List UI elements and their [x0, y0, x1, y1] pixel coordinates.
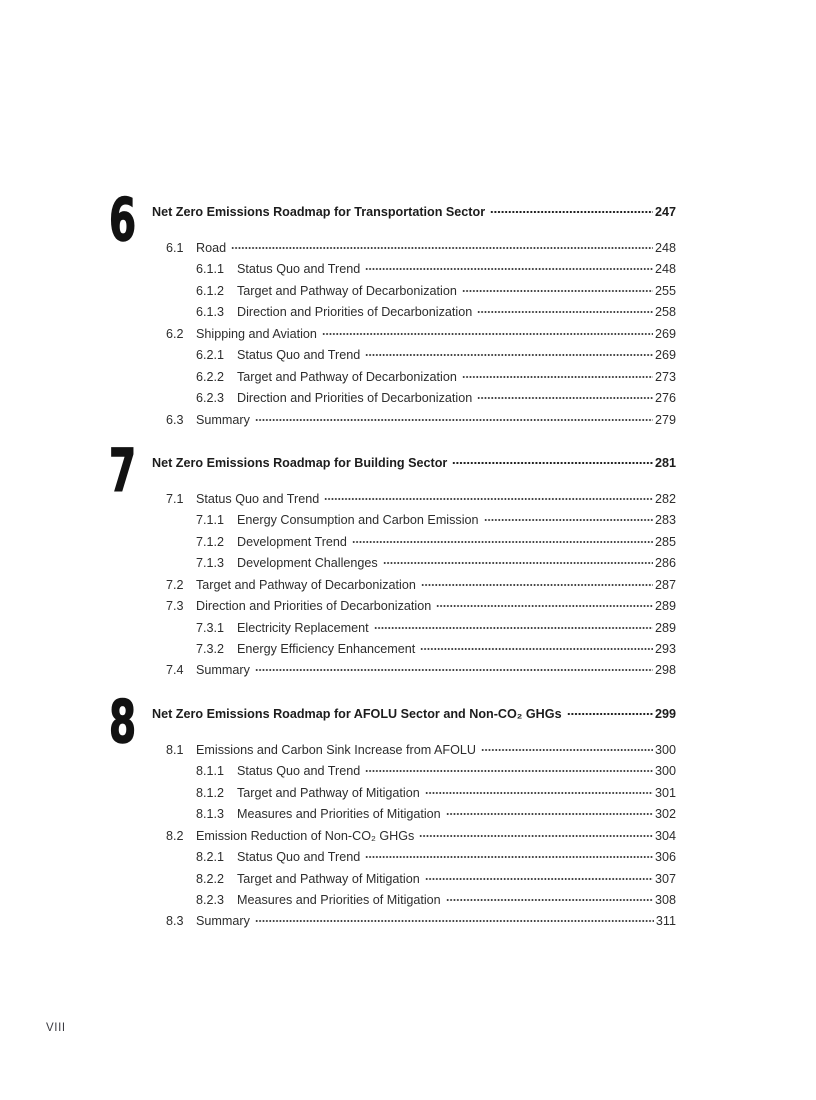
entry-number: 8.2.2 — [196, 871, 225, 886]
chapter-title: Net Zero Emissions Roadmap for Building Sector — [152, 455, 448, 470]
entry-number: 6.3 — [166, 412, 184, 427]
dot-leader — [425, 789, 653, 797]
entry-number: 6.2.3 — [196, 391, 225, 406]
entry-title: Emissions and Carbon Sink Increase from AFOLU — [196, 742, 476, 757]
toc-entry — [152, 532, 676, 553]
dot-leader — [383, 559, 653, 567]
chapter-number: 8 — [109, 686, 137, 756]
toc-chapter-row — [152, 201, 676, 223]
toc-entry — [152, 302, 676, 323]
toc-entry — [152, 740, 676, 761]
entry-number: 6.1.2 — [196, 283, 225, 298]
entry-page-number: 302 — [654, 807, 676, 822]
entry-number: 6.1 — [166, 241, 184, 255]
entry-title: Emission Reduction of Non-CO₂ GHGs — [196, 828, 415, 843]
chapter-entries — [152, 489, 676, 682]
entry-number: 8.1 — [166, 742, 184, 757]
entry-title: Status Quo and Trend — [237, 850, 361, 865]
dot-leader — [365, 767, 653, 775]
chapter-page-number: 299 — [654, 706, 676, 721]
entry-page-number: 276 — [654, 391, 676, 406]
chapter-title: Net Zero Emissions Roadmap for AFOLU Sector and Non-CO₂ GHGs — [152, 706, 562, 721]
toc-entry — [152, 553, 676, 574]
entry-title: Target and Pathway of Decarbonization — [237, 283, 457, 298]
dot-leader — [446, 896, 653, 904]
entry-number: 7.1.3 — [196, 556, 225, 571]
dot-leader — [481, 746, 653, 754]
dot-leader — [322, 330, 653, 338]
chapter-page-number: 281 — [654, 455, 676, 470]
entry-title: Shipping and Aviation — [196, 326, 317, 341]
toc-chapter-row — [152, 452, 676, 474]
entry-page-number: 304 — [654, 828, 676, 843]
entry-title: Target and Pathway of Mitigation — [237, 785, 420, 800]
entry-title: Status Quo and Trend — [196, 491, 320, 506]
entry-title: Direction and Priorities of Decarbonization — [196, 599, 432, 614]
entry-page-number: 248 — [654, 241, 676, 255]
toc-entry — [152, 259, 676, 280]
toc-chapter-8 — [109, 686, 676, 933]
toc-entry — [152, 639, 676, 660]
entry-number: 7.1.1 — [196, 513, 225, 528]
entry-page-number: 306 — [654, 850, 676, 865]
dot-leader — [365, 265, 653, 273]
dot-leader — [420, 645, 653, 653]
toc-entry — [152, 826, 676, 847]
entry-title: Summary — [196, 412, 250, 427]
entry-title: Development Trend — [237, 534, 347, 549]
entry-number: 6.2.1 — [196, 348, 225, 363]
toc-entry — [152, 410, 676, 431]
entry-page-number: 307 — [654, 871, 676, 886]
entry-page-number: 300 — [654, 742, 676, 757]
dot-leader — [484, 516, 653, 524]
dot-leader — [462, 373, 653, 381]
dot-leader — [231, 244, 653, 252]
toc-chapter-6 — [109, 185, 676, 431]
chapter-entries — [152, 740, 676, 933]
dot-leader — [419, 832, 653, 840]
entry-number: 8.1.2 — [196, 785, 225, 800]
entry-number: 6.2.2 — [196, 369, 225, 384]
entry-title: Status Quo and Trend — [237, 262, 361, 277]
entry-page-number: 311 — [655, 914, 676, 929]
entry-page-number: 300 — [654, 764, 676, 779]
entry-page-number: 273 — [654, 369, 676, 384]
entry-page-number: 301 — [654, 785, 676, 800]
entry-title: Summary — [196, 663, 250, 678]
dot-leader — [352, 538, 653, 546]
entry-title: Status Quo and Trend — [237, 764, 361, 779]
entry-page-number: 298 — [654, 663, 676, 678]
entry-page-number: 258 — [654, 305, 676, 320]
dot-leader — [421, 581, 653, 589]
toc-entry — [152, 388, 676, 409]
table-of-contents — [109, 185, 676, 954]
entry-title: Development Challenges — [237, 556, 378, 571]
entry-number: 7.2 — [166, 577, 184, 592]
entry-title: Energy Consumption and Carbon Emission — [237, 513, 479, 528]
toc-entry — [152, 804, 676, 825]
entry-title: Energy Efficiency Enhancement — [237, 642, 416, 656]
toc-entry — [152, 847, 676, 868]
entry-title: Target and Pathway of Decarbonization — [237, 369, 457, 384]
entry-number: 6.2 — [166, 326, 184, 341]
dot-leader — [324, 495, 653, 503]
toc-entry — [152, 367, 676, 388]
entry-page-number: 293 — [654, 642, 676, 656]
toc-entry — [152, 783, 676, 804]
entry-number: 8.2 — [166, 828, 184, 843]
dot-leader — [365, 351, 653, 359]
entry-number: 7.4 — [166, 663, 184, 678]
entry-page-number: 248 — [654, 262, 676, 277]
chapter-number: 6 — [109, 185, 137, 254]
dot-leader — [477, 308, 653, 316]
toc-entry — [152, 869, 676, 890]
toc-entry — [152, 324, 676, 345]
entry-title: Direction and Priorities of Decarbonization — [237, 305, 473, 320]
toc-chapter-7 — [109, 435, 676, 682]
chapter-number: 7 — [109, 435, 137, 505]
dot-leader — [477, 394, 653, 402]
dot-leader — [374, 624, 653, 632]
entry-number: 8.1.1 — [196, 764, 225, 779]
entry-page-number: 308 — [654, 892, 676, 907]
dot-leader — [462, 287, 653, 295]
toc-entry — [152, 345, 676, 366]
entry-title: Target and Pathway of Decarbonization — [196, 577, 416, 592]
entry-title: Measures and Priorities of Mitigation — [237, 807, 441, 822]
entry-title: Target and Pathway of Mitigation — [237, 871, 420, 886]
dot-leader — [446, 810, 653, 818]
entry-number: 8.3 — [166, 914, 184, 929]
entry-number: 6.1.1 — [196, 262, 225, 277]
dot-leader — [567, 710, 653, 718]
dot-leader — [490, 208, 653, 216]
chapter-page-number: 247 — [654, 205, 676, 219]
entry-number: 8.2.1 — [196, 850, 225, 865]
toc-entry — [152, 660, 676, 681]
entry-page-number: 279 — [654, 412, 676, 427]
dot-leader — [425, 875, 653, 883]
toc-entry — [152, 596, 676, 617]
toc-entry — [152, 238, 676, 259]
entry-number: 7.1 — [166, 491, 184, 506]
entry-page-number: 289 — [654, 599, 676, 614]
entry-number: 8.2.3 — [196, 892, 225, 907]
entry-number: 7.3 — [166, 599, 184, 614]
toc-entry — [152, 575, 676, 596]
toc-entry — [152, 618, 676, 639]
dot-leader — [452, 459, 653, 467]
entry-page-number: 269 — [654, 348, 676, 363]
entry-number: 8.1.3 — [196, 807, 225, 822]
dot-leader — [255, 917, 654, 925]
entry-number: 6.1.3 — [196, 305, 225, 320]
entry-page-number: 285 — [654, 534, 676, 549]
entry-page-number: 282 — [654, 491, 676, 506]
toc-entry — [152, 281, 676, 302]
entry-title: Direction and Priorities of Decarbonization — [237, 391, 473, 406]
entry-title: Road — [196, 241, 227, 255]
toc-entry — [152, 489, 676, 510]
dot-leader — [255, 666, 653, 674]
entry-number: 7.3.2 — [196, 642, 225, 656]
dot-leader — [255, 416, 653, 424]
toc-entry — [152, 761, 676, 782]
entry-title: Measures and Priorities of Mitigation — [237, 892, 441, 907]
entry-title: Summary — [196, 914, 250, 929]
entry-page-number: 269 — [654, 326, 676, 341]
chapter-title: Net Zero Emissions Roadmap for Transportation Sector — [152, 205, 486, 219]
entry-page-number: 283 — [654, 513, 676, 528]
footer-page-number: VIII — [46, 1022, 66, 1034]
chapter-entries — [152, 238, 676, 431]
dot-leader — [365, 853, 653, 861]
entry-page-number: 287 — [654, 577, 676, 592]
entry-number: 7.1.2 — [196, 534, 225, 549]
entry-title: Electricity Replacement — [237, 620, 369, 635]
entry-page-number: 286 — [654, 556, 676, 571]
toc-chapter-row — [152, 703, 676, 725]
entry-title: Status Quo and Trend — [237, 348, 361, 363]
toc-entry — [152, 911, 676, 932]
toc-entry — [152, 510, 676, 531]
entry-number: 7.3.1 — [196, 620, 225, 635]
entry-page-number: 255 — [654, 283, 676, 298]
entry-page-number: 289 — [654, 620, 676, 635]
toc-entry — [152, 890, 676, 911]
dot-leader — [436, 602, 653, 610]
